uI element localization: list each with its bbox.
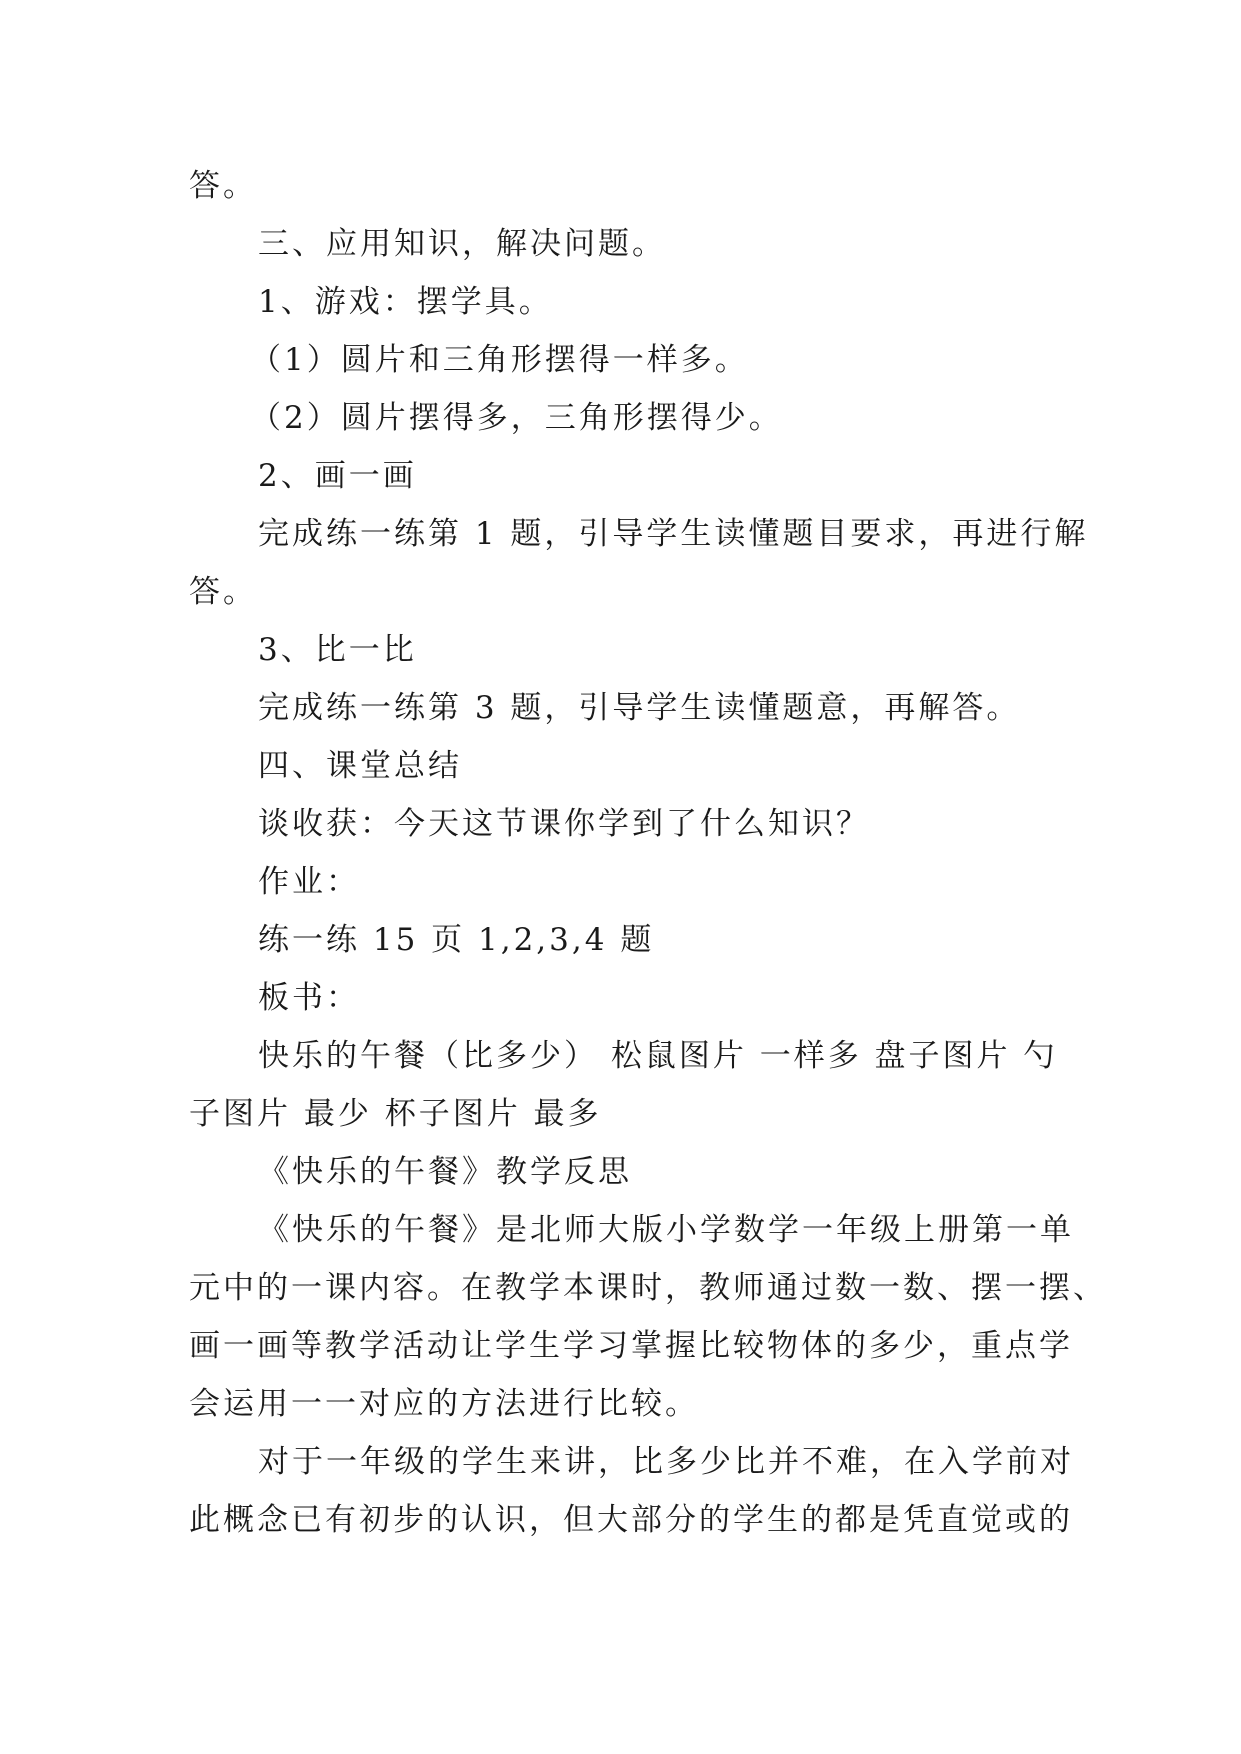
- subheading: 板书：: [258, 980, 360, 1016]
- paragraph-line: 完成练一练第 1 题，引导学生读懂题目要求，再进行解: [258, 516, 1089, 552]
- text-line: 答。: [189, 168, 257, 204]
- paragraph-line: 《快乐的午餐》是北师大版小学数学一年级上册第一单: [258, 1212, 1074, 1248]
- subheading: 作业：: [258, 864, 360, 900]
- list-item: （2）圆片摆得多，三角形摆得少。: [250, 400, 783, 436]
- subheading: 2、画一画: [258, 458, 417, 494]
- paragraph-line: 快乐的午餐（比多少） 松鼠图片 一样多 盘子图片 勺: [258, 1038, 1058, 1074]
- section-heading: 三、应用知识，解决问题。: [258, 226, 666, 262]
- paragraph-line: 完成练一练第 3 题，引导学生读懂题意，再解答。: [258, 690, 1021, 726]
- section-heading: 四、课堂总结: [258, 748, 462, 784]
- paragraph-line: 练一练 15 页 1,2,3,4 题: [258, 922, 655, 958]
- list-item: （1）圆片和三角形摆得一样多。: [250, 342, 749, 378]
- paragraph-line: 画一画等教学活动让学生学习掌握比较物体的多少，重点学: [189, 1328, 1073, 1364]
- paragraph-line: 此概念已有初步的认识，但大部分的学生的都是凭直觉或的: [189, 1502, 1073, 1538]
- paragraph-line: 会运用一一对应的方法进行比较。: [189, 1386, 699, 1422]
- subheading: 1、游戏：摆学具。: [258, 284, 553, 320]
- paragraph-line: 谈收获：今天这节课你学到了什么知识？: [258, 806, 870, 842]
- section-heading: 《快乐的午餐》教学反思: [258, 1154, 632, 1190]
- subheading: 3、比一比: [258, 632, 417, 668]
- paragraph-line: 对于一年级的学生来讲，比多少比并不难，在入学前对: [258, 1444, 1074, 1480]
- paragraph-line: 答。: [189, 574, 257, 610]
- paragraph-line: 子图片 最少 杯子图片 最多: [189, 1096, 602, 1132]
- paragraph-line: 元中的一课内容。在教学本课时，教师通过数一数、摆一摆、: [189, 1270, 1107, 1306]
